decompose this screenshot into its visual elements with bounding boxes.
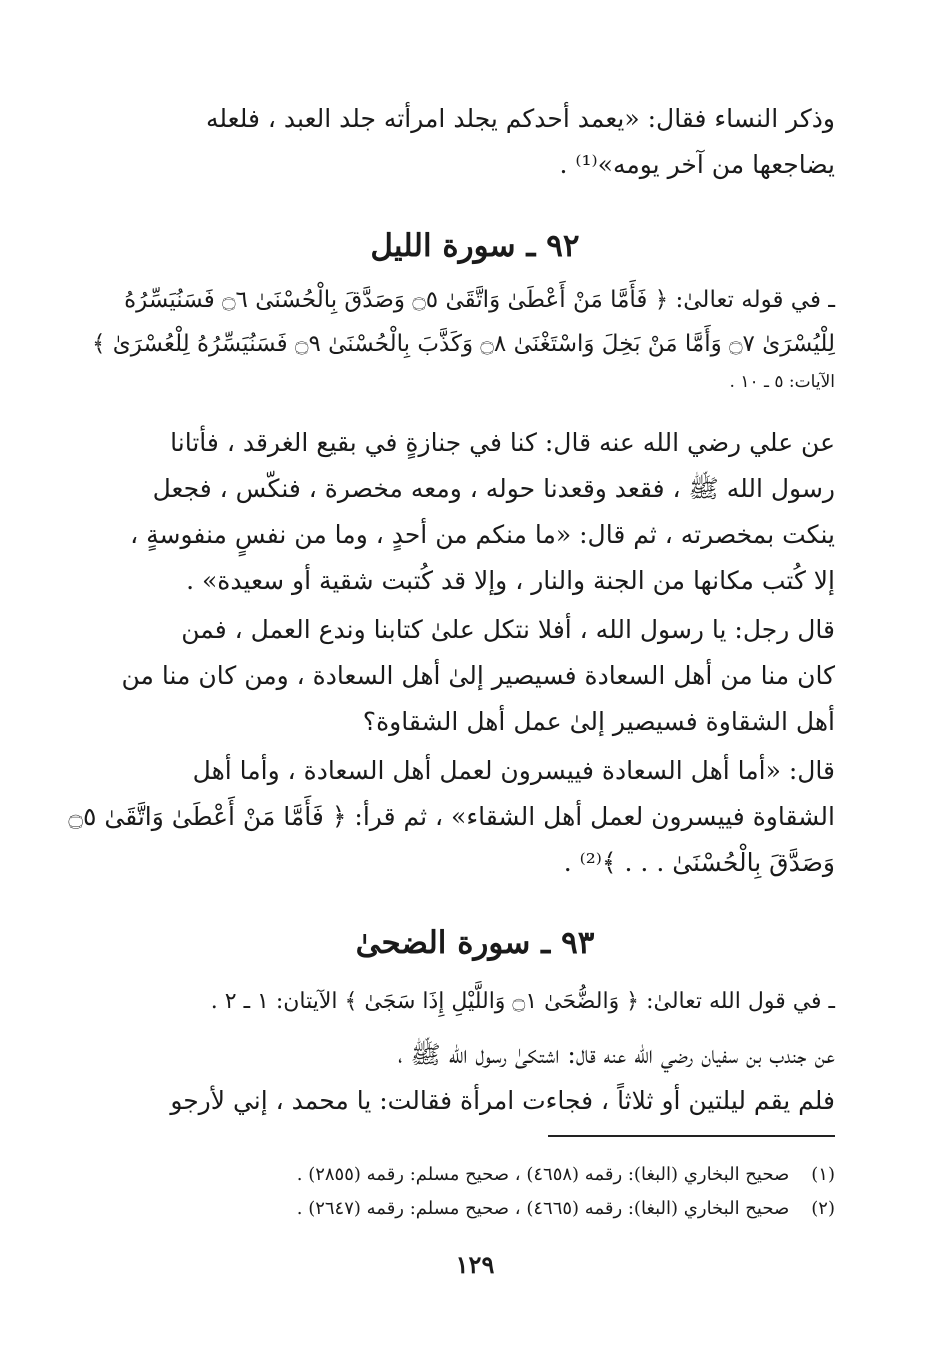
text-line: الشقاوة فييسرون لعمل أهل الشقاء» ، ثم قرأ: ﴿ فَأَمَّا مَنْ أَعْطَىٰ وَاتَّقَىٰ ۝٥ (68, 802, 835, 831)
heading-surah-93: ٩٣ ـ سورة الضحىٰ (355, 925, 595, 961)
verse-reference: الآيات: ٥ ـ ١٠ . (729, 372, 835, 392)
verse-line: ـ في قول الله تعالىٰ: ﴿ وَالضُّحَىٰ ۝١ وَاللَّيْلِ إِذَا سَجَىٰ ﴾ الآيتان: ١ ـ ٢ . (210, 989, 835, 1014)
text-line: فلم يقم ليلتين أو ثلاثاً ، فجاءت امرأة فقالت: يا محمد ، إني لأرجو (170, 1086, 835, 1115)
text-line: عن علي رضي الله عنه قال: كنا في جنازةٍ في بقيع الغرقد ، فأتانا (170, 428, 835, 457)
paragraph-women (115, 96, 835, 188)
text-line: وَصَدَّقَ بِالْحُسْنَىٰ . . . ﴾⁽²⁾ . (563, 848, 835, 877)
verse-block-93 (115, 980, 835, 1024)
footnote-separator (548, 1135, 835, 1137)
text-line: أهل الشقاوة فسيصير إلىٰ عمل أهل الشقاوة؟ (362, 707, 835, 736)
text-line: قال: «أما أهل السعادة فييسرون لعمل أهل السعادة ، وأما أهل (192, 756, 835, 785)
verse-line: لِلْيُسْرَىٰ ۝٧ وَأَمَّا مَنْ بَخِلَ وَاسْتَغْنَىٰ ۝٨ وَكَذَّبَ بِالْحُسْنَىٰ ۝٩ فَسَنُيَسِّرُهُ لِلْعُسْرَىٰ ﴾ (91, 331, 835, 357)
page-number: ١٢٩ (455, 1250, 495, 1279)
footnote-text: صحيح البخاري (البغا): رقمه (٤٦٦٥) ، صحيح مسلم: رقمه (٢٦٤٧) . (296, 1198, 790, 1219)
paragraph-ali (115, 420, 835, 604)
paragraph-jundub (115, 1032, 835, 1124)
verse-block-92 (91, 278, 835, 366)
text-line: ينكت بمخصرته ، ثم قال: «ما منكم من أحدٍ ، وما من نفسٍ منفوسةٍ ، (130, 520, 835, 549)
text-line: كان منا من أهل السعادة فسيصير إلىٰ أهل السعادة ، ومن كان منا من (121, 661, 835, 690)
footnote-2 (115, 1192, 835, 1226)
text-line: عن جندب بن سفيان رضي الله عنه قال: اشتكىٰ رسول الله ﷺ ، (397, 1040, 835, 1069)
text-line: رسول الله ﷺ ، فقعد وقعدنا حوله ، ومعه مخصرة ، فنكّس ، فجعل (152, 474, 835, 503)
footnote-1 (115, 1158, 835, 1192)
text-line: يضاجعها من آخر يومه»⁽¹⁾ . (559, 150, 835, 179)
verse-line: ـ في قوله تعالىٰ: ﴿ فَأَمَّا مَنْ أَعْطَىٰ وَاتَّقَىٰ ۝٥ وَصَدَّقَ بِالْحُسْنَىٰ ۝٦ فَسَنُيَسِّرُهُ (124, 287, 835, 313)
text-line: وذكر النساء فقال: «يعمد أحدكم يجلد امرأته جلد العبد ، فلعله (205, 104, 835, 133)
footnote-text: صحيح البخاري (البغا): رقمه (٤٦٥٨) ، صحيح مسلم: رقمه (٢٨٥٥) . (296, 1164, 790, 1185)
paragraph-answer (68, 748, 835, 886)
heading-surah-92: ٩٢ ـ سورة الليل (370, 228, 580, 264)
footnote-number: (٢) (811, 1198, 835, 1219)
text-line: قال رجل: يا رسول الله ، أفلا نتكل علىٰ كتابنا وندع العمل ، فمن (181, 615, 835, 644)
text-line: إلا كُتب مكانها من الجنة والنار ، وإلا قد كُتبت شقية أو سعيدة» . (186, 566, 835, 595)
footnote-number: (١) (811, 1164, 835, 1185)
paragraph-man-asked (115, 607, 835, 745)
